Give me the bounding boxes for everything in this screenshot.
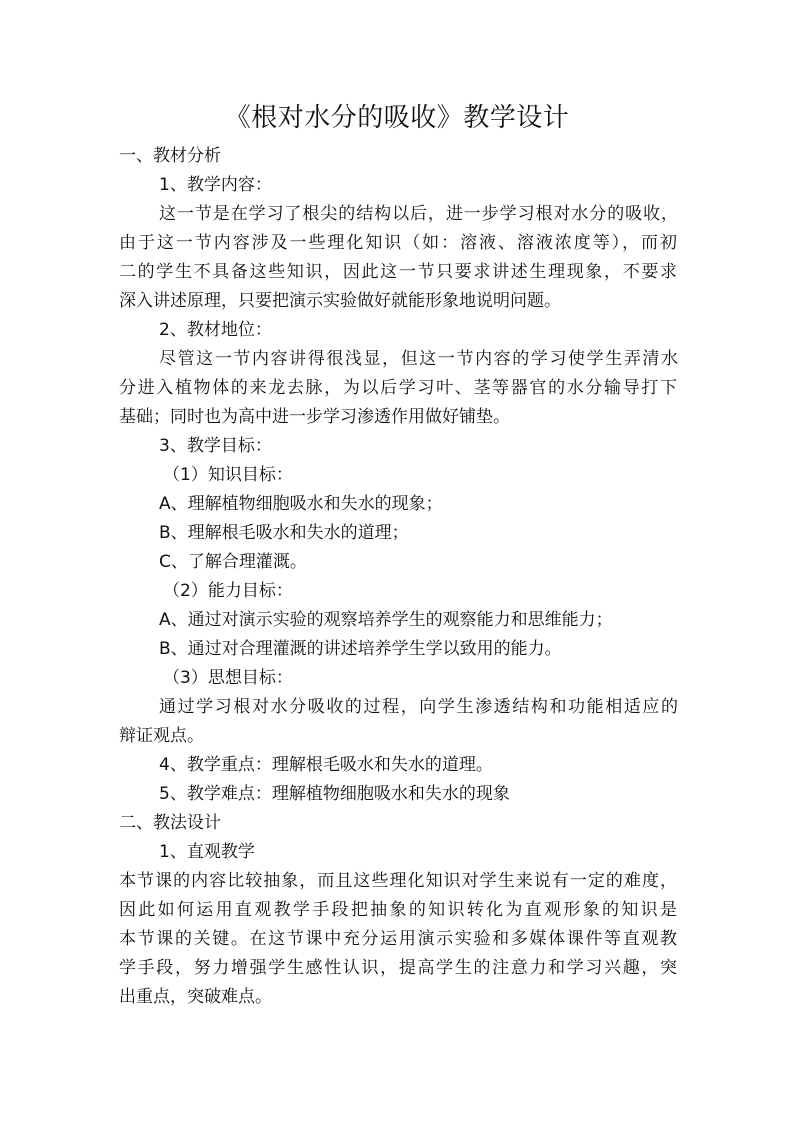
paragraph-line: 因此如何运用直观教学手段把抽象的知识转化为直观形象的知识是 [119,900,677,920]
document-title: 《根对水分的吸收》教学设计 [224,103,570,133]
section-heading-textbook-analysis: 一、教材分析 [119,146,221,166]
objective-item: B、通过对合理灌溉的讲述培养学生学以致用的能力。 [159,639,562,659]
paragraph-line: 出重点，突破难点。 [119,987,272,1007]
subheading-intuitive-teaching: 1、直观教学 [159,842,255,862]
paragraph-line: 本节课的内容比较抽象，而且这些理化知识对学生来说有一定的难度， [119,871,677,891]
paragraph-line: 深入讲述原理，只要把演示实验做好就能形象地说明问题。 [119,291,561,311]
paragraph-line: 本节课的关键。在这节课中充分运用演示实验和多媒体课件等直观教 [119,929,677,949]
objective-item: B、理解根毛吸水和失水的道理； [159,523,409,543]
paragraph-line: 基础；同时也为高中进一步学习渗透作用做好铺垫。 [119,407,510,427]
objective-item: A、理解植物细胞吸水和失水的现象； [159,494,443,514]
objective-heading-thought: （3）思想目标： [163,668,293,688]
paragraph-line: 通过学习根对水分吸收的过程，向学生渗透结构和功能相适应的 [159,697,678,717]
paragraph-line: 这一节是在学习了根尖的结构以后，进一步学习根对水分的吸收， [159,204,678,224]
paragraph-line: 二的学生不具备这些知识，因此这一节只要求讲述生理现象，不要求 [119,262,677,282]
paragraph-line: 辩证观点。 [119,726,204,746]
paragraph-line: 尽管这一节内容讲得很浅显，但这一节内容的学习使学生弄清水 [159,349,678,369]
teaching-key-point: 4、教学重点：理解根毛吸水和失水的道理。 [159,755,493,775]
subheading-teaching-content: 1、教学内容： [159,175,272,195]
teaching-difficulty: 5、教学难点：理解植物细胞吸水和失水的现象 [159,784,510,804]
subheading-teaching-objectives: 3、教学目标： [159,436,272,456]
subheading-textbook-position: 2、教材地位： [159,320,272,340]
objective-item: C、了解合理灌溉。 [159,552,307,572]
section-heading-teaching-method: 二、教法设计 [119,813,221,833]
paragraph-line: 由于这一节内容涉及一些理化知识（如：溶液、溶液浓度等），而初 [119,233,677,253]
objective-item: A、通过对演示实验的观察培养学生的观察能力和思维能力； [159,610,613,630]
paragraph-line: 学手段，努力增强学生感性认识，提高学生的注意力和学习兴趣，突 [119,958,677,978]
objective-heading-ability: （2）能力目标： [163,581,293,601]
paragraph-line: 分进入植物体的来龙去脉，为以后学习叶、茎等器官的水分输导打下 [119,378,677,398]
objective-heading-knowledge: （1）知识目标： [163,465,293,485]
